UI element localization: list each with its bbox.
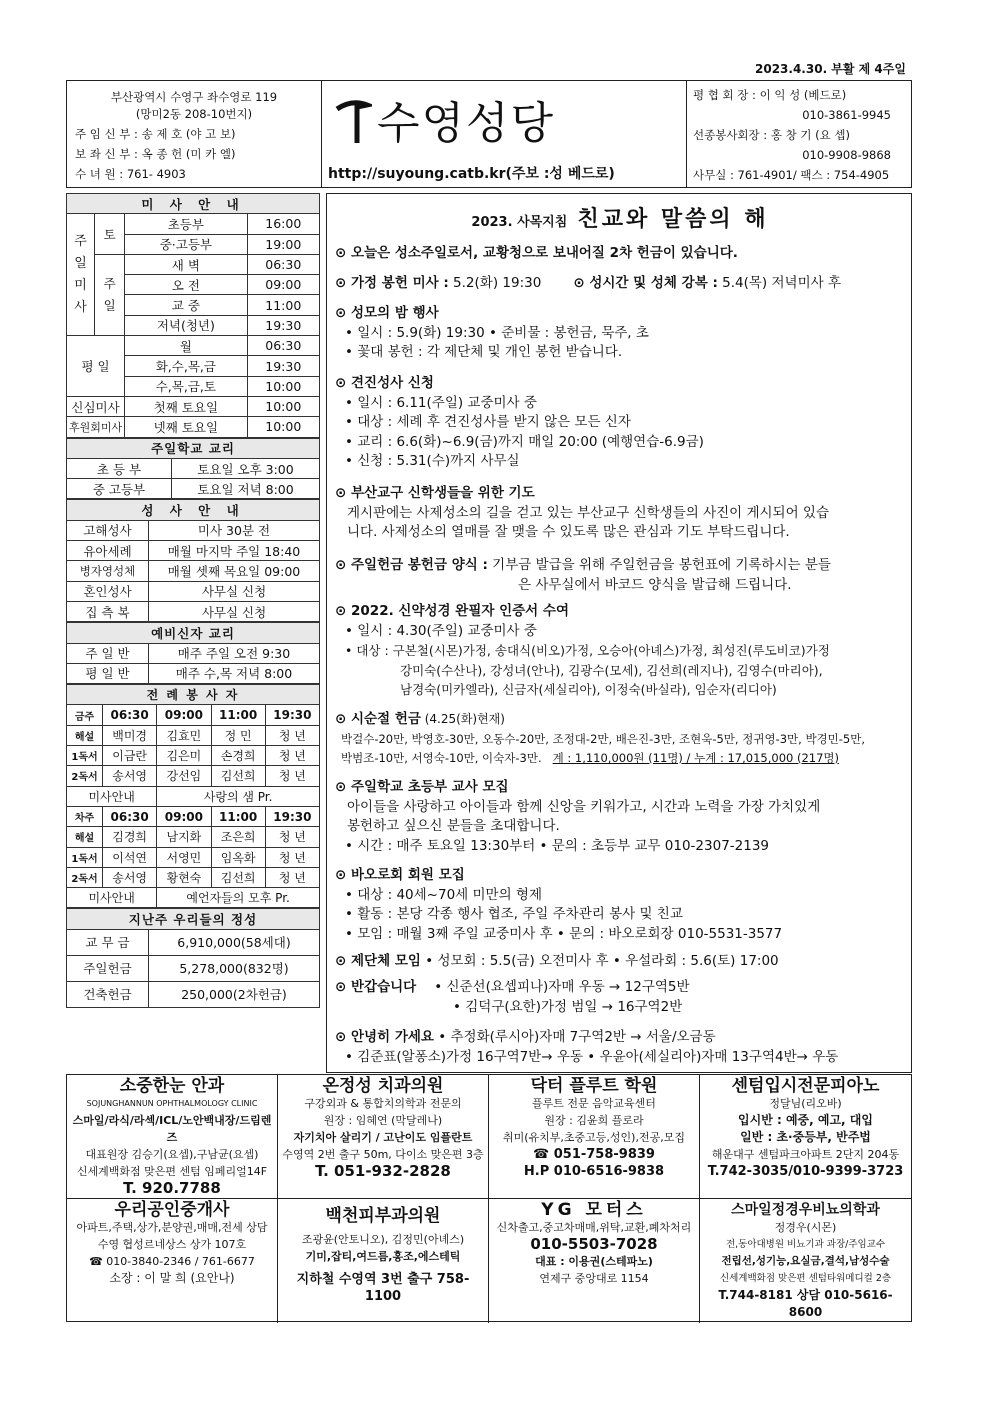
servers_next-rows-0-1: 김경희 [103, 827, 157, 847]
ads-4-t: 우리공인중개사 [114, 1200, 230, 1220]
catechumen-0-0: 주 일 반 [67, 643, 149, 663]
notices-n12b: • 김덕구(요한)가정 범일 → 16구역2반 [453, 998, 683, 1015]
notices-n5h: ⊙ 부산교구 신학생들을 위한 기도 [335, 485, 535, 501]
address-detail: (망미2동 208-10번지) [135, 107, 253, 121]
ads-5-l-0: 조광윤(안토니오), 김정민(아녜스) [301, 1233, 465, 1246]
notices-n12h: ⊙ 반갑습니다 [335, 979, 417, 995]
servers_this-intent: 사랑의 샘 Pr. [157, 786, 320, 806]
mass_rows-6-0: 평 일 [67, 336, 125, 397]
sacraments-0-0: 고해성사 [67, 520, 149, 540]
notices-panel [326, 193, 912, 1073]
mass_rows-4-2: 교 중 [125, 295, 247, 315]
mass_rows-5-3: 19:30 [247, 315, 319, 335]
service-president: 선종봉사회장 : 홍 창 기 (요 셉) [693, 128, 850, 142]
sacraments-2-0: 병자영성체 [67, 561, 149, 581]
ads-6-l-0: 신차출고,중고차매매,위탁,교환,폐차처리 [496, 1221, 692, 1234]
servers_this-rows-2-0: 2독서 [67, 766, 103, 786]
parish-logo-icon [332, 91, 372, 146]
ads-7-l-0: 정경우(시몬) [774, 1221, 837, 1234]
offerings-2-0: 건축헌금 [67, 981, 149, 1007]
notices-n11a: • 성모회 : 5.5(금) 오전미사 후 • 우설라회 : 5.6(토) 17:00 [420, 953, 779, 969]
mass_rows-7-2: 화,수,목,금 [125, 356, 247, 376]
notices-n13h: ⊙ 안녕히 가세요 [335, 1029, 434, 1045]
offerings-0-1: 6,910,000(58세대) [149, 929, 320, 955]
ad-real-estate[interactable] [67, 1199, 278, 1323]
servers_next-intent: 예언자들의 모후 Pr. [157, 888, 320, 908]
parish-info [67, 81, 322, 187]
sacraments-3-1: 사무실 신청 [149, 581, 320, 601]
servers_this-rows-2-2: 강선임 [157, 766, 211, 786]
mass_rows-10-2: 넷째 토요일 [125, 417, 247, 437]
mass_rows-5-2: 저녁(청년) [125, 315, 247, 335]
ads-2-t: 닥터 플루트 학원 [530, 1076, 658, 1096]
servers_next-rows-0-2: 남지화 [157, 827, 211, 847]
ads-1-l-2: 자기치아 살리기 / 고난이도 임플란트 [293, 1131, 473, 1144]
servers_next-rows-0-4: 청 년 [265, 827, 319, 847]
servers_this-rows-0-2: 김효민 [157, 725, 211, 745]
ad-flute-academy[interactable] [489, 1075, 700, 1199]
notices-n5a: 게시판에는 사제성소의 길을 걷고 있는 부산교구 신학생들의 사진이 게시되어 있습 [347, 504, 830, 521]
ads-0-l-0: SOJUNGHANNUN OPHTHALMOLOGY CLINIC [86, 1099, 258, 1108]
sunday_school-0-0: 초 등 부 [67, 458, 172, 478]
ads-2-p: H.P 010-6516-9838 [523, 1164, 665, 1179]
mass_rows-7-3: 19:30 [247, 356, 319, 376]
mass_rows-10-3: 10:00 [247, 417, 319, 437]
notices-n4c: • 교리 : 6.6(화)~6.9(금)까지 매일 20:00 (예행연습-6.9금) [345, 433, 704, 450]
ad-motors[interactable] [489, 1199, 700, 1323]
ads-3-l-3: 해운대구 센텀파크아파트 2단지 204동 [711, 1148, 900, 1161]
mass_rows-9-2: 첫째 토요일 [125, 396, 247, 416]
servers_next-head-3: 11:00 [211, 806, 265, 826]
catechumen_title: 예비신자 교리 [67, 623, 320, 643]
ads-2-l-0: 플루트 전문 음악교육센터 [532, 1097, 656, 1110]
contacts [687, 81, 911, 187]
sacrament-table [66, 499, 320, 622]
office-contact: 사무실 : 761-4901/ 팩스 : 754-4905 [693, 168, 890, 182]
masthead [66, 80, 912, 188]
sacrament_title: 성 사 안 내 [67, 500, 320, 520]
notices-n10b: • 활동 : 본당 각종 행사 협조, 주일 주차관리 봉사 및 친교 [345, 906, 683, 922]
mass_rows-1-2: 중·고등부 [125, 234, 247, 254]
service-phone: 010-9908-9868 [802, 148, 891, 162]
notices-n12a: • 신준선(요셉피나)자매 우동 → 12구역5반 [434, 979, 690, 995]
ads-1-t: 온정성 치과의원 [322, 1076, 444, 1096]
servers_next-rows-2-3: 김선희 [211, 867, 265, 887]
servers_this-rows-2-3: 김선희 [211, 766, 265, 786]
schedule-column [66, 193, 320, 1008]
ads-7-t: 스마일정경우비뇨의학과 [731, 1202, 880, 1218]
pastor: 주 임 신 부 : 송 제 호 (야 고 보) [75, 127, 236, 141]
mass_rows-0-2: 초등부 [125, 214, 247, 234]
mass_rows-6-3: 06:30 [247, 336, 319, 356]
offering_title: 지난주 우리들의 정성 [67, 909, 320, 929]
sunday_school-1-0: 중 고등부 [67, 479, 172, 499]
notices-n7d: 남경숙(미카엘라), 신금자(세실리아), 이정숙(바실라), 임순자(리디아) [400, 682, 777, 697]
address: 부산광역시 수영구 좌수영로 119 [110, 90, 278, 104]
notices-n8c: 계 : 1,110,000원 (11명) / 누계 : 17,015,000 (217명) [552, 751, 840, 765]
ads-4-l-0: 아파트,주택,상가,분양권,매매,전세 상담 [76, 1221, 268, 1234]
offerings-0-0: 교 무 금 [67, 929, 149, 955]
servers_this-rows-1-0: 1독서 [67, 746, 103, 766]
ads-7-l-2: 전립선,성기능,요실금,결석,남성수술 [721, 1255, 890, 1267]
ads-5-p: 지하철 수영역 3번 출구 758-1100 [296, 1272, 470, 1304]
ad-eye-clinic[interactable] [67, 1075, 278, 1199]
notices-n8a: 박걸수-20만, 박영호-30만, 오동수-20만, 조정대-2만, 배은진-3만, 조현욱-5만, 정귀영-3만, 박경민-5만, [341, 731, 865, 746]
ads-3-l-2: 일반 : 초·중등부, 반주법 [740, 1130, 871, 1144]
servers_next-rows-2-4: 청 년 [265, 867, 319, 887]
servers_next-head-4: 19:30 [265, 806, 319, 826]
ads-2-l-3: ☎ 051-758-9839 [533, 1147, 655, 1162]
mass_rows-4-3: 11:00 [247, 295, 319, 315]
notices-n2a: ⊙ 가정 봉헌 미사 : [335, 275, 449, 291]
servers_this-head-4: 19:30 [265, 705, 319, 725]
sunday_school-1-1: 토요일 저녁 8:00 [172, 479, 320, 499]
notices-n13b: • 김준표(알퐁소)가정 16구역7반→ 우동 • 우윤아(세실리아)자매 13구역4반→ 우동 [345, 1048, 839, 1065]
notices-n8h: ⊙ 시순절 헌금 [335, 711, 421, 727]
notices-n9c: • 시간 : 매주 토요일 13:30부터 • 문의 : 초등부 교무 010-2307-2139 [345, 837, 770, 854]
notices-n4h: ⊙ 견진성사 신청 [335, 375, 434, 391]
sacraments-1-1: 매월 마지막 주일 18:40 [149, 541, 320, 561]
servers_next-rows-1-0: 1독서 [67, 847, 103, 867]
offerings-2-1: 250,000(2차헌금) [149, 981, 320, 1007]
notices-n5b: 니다. 사제성소의 열매를 잘 맺을 수 있도록 많은 관심과 기도 부탁드립니다. [347, 524, 790, 540]
ad-dental-clinic[interactable] [278, 1075, 489, 1199]
advertisements [66, 1074, 912, 1322]
servers_next-rows-0-3: 조은희 [211, 827, 265, 847]
servers_next-rows-1-1: 이석연 [103, 847, 157, 867]
servers_this-rows-0-4: 청 년 [265, 725, 319, 745]
mass_rows-8-2: 수,목,금,토 [125, 376, 247, 396]
notices-n10c: • 모임 : 매월 3째 주일 교중미사 후 • 문의 : 바오로회장 010-5531-3577 [345, 925, 783, 942]
notices-n11h: ⊙ 제단체 모임 [335, 953, 421, 969]
logo-area [322, 81, 687, 187]
ads-0-l-2: 대표원장 김승기(요셉),구남균(요셉) [85, 1148, 259, 1161]
notices-n7h: ⊙ 2022. 신약성경 완필자 인증서 수여 [335, 603, 570, 619]
servers_next-rows-1-2: 서영민 [157, 847, 211, 867]
notices-n3h: ⊙ 성모의 밤 행사 [335, 305, 439, 321]
sunday_school_title: 주일학교 교리 [67, 438, 320, 458]
notices-n2d: 5.4(목) 저녁미사 후 [717, 275, 841, 291]
servers_this-rows-1-4: 청 년 [265, 746, 319, 766]
ads-6-l-2: 대표 : 이용권(스테파노) [535, 1255, 653, 1268]
ads-1-l-1: 원장 : 임혜연 (막달레나) [323, 1114, 443, 1127]
notices-n8b: 박범조-10만, 서영숙-10만, 이숙자-3만. [341, 751, 542, 765]
servers-table [66, 684, 320, 908]
ads-7-l-3: 신세계백화점 맞은편 센텀타워메디컬 2층 [719, 1273, 892, 1284]
ads-3-p: T.742-3035/010-9399-3723 [707, 1164, 904, 1179]
mass-table: 미 사 안 내 주 일 미 사 토 초등부 16:00 중·고등부 19:00 주 일 새 벽 06:30 오 전 09:00 교 중 11:00 저녁(청년) 19:30 평 일 월 06:30 화,수,목,금 19:30 수,목,금,토 10:00 신심미사 첫째 토요일 10:00 후원회미사 넷째 토요일 10:00 [66, 193, 320, 438]
notices-n7a: • 일시 : 4.30(주일) 교중미사 중 [345, 622, 537, 639]
sacraments-4-0: 집 측 복 [67, 601, 149, 621]
main_title: 친교와 말씀의 해 [577, 207, 769, 232]
mass_rows-3-2: 오 전 [125, 275, 247, 295]
sacraments-4-1: 사무실 신청 [149, 601, 320, 621]
servers_title: 전 례 봉 사 자 [67, 685, 320, 705]
servers_next-rows-0-0: 해설 [67, 827, 103, 847]
servers_next-rows-2-0: 2독서 [67, 867, 103, 887]
ads-7-l-1: 전,동아대병원 비뇨기과 과장/주임교수 [725, 1239, 886, 1250]
notices-n13a: • 추정화(루시아)자매 7구역2반 → 서울/오금동 [433, 1029, 716, 1045]
mass_rows-2-2: 새 벽 [125, 254, 247, 274]
notices-n10h: ⊙ 바오로회 회원 모집 [335, 867, 465, 883]
ads-1-p: T. 051-932-2828 [315, 1162, 451, 1180]
servers_this-rows-0-3: 정 민 [211, 725, 265, 745]
notices-n9a: 아이들을 사랑하고 아이들과 함께 신앙을 키워가고, 시간과 노력을 가장 가치있게 [347, 798, 821, 815]
servers_this-head-2: 09:00 [157, 705, 211, 725]
catechumen-1-0: 평 일 반 [67, 663, 149, 683]
servers_next-intent_label: 미사안내 [67, 888, 157, 908]
servers_this-head-3: 11:00 [211, 705, 265, 725]
notices-n3b: • 꽃대 봉헌 : 각 제단체 및 개인 봉헌 받습니다. [345, 344, 623, 360]
catechumen-table [66, 622, 320, 684]
ads-0-l-3: 신세계백화점 맞은편 센텀 임페리얼14F [76, 1165, 268, 1178]
servers_next-rows-2-2: 황현숙 [157, 867, 211, 887]
servers_this-rows-0-1: 백미경 [103, 725, 157, 745]
ads-3-l-1: 입시반 : 예중, 예고, 대입 [738, 1113, 873, 1127]
ads-4-l-2: ☎ 010-3840-2346 / 761-6677 [89, 1255, 255, 1268]
mass-title: 미 사 안 내 [67, 194, 320, 214]
sacraments-0-1: 미사 30분 전 [149, 520, 320, 540]
ads-4-l-1: 수영 협성르네상스 상가 107호 [97, 1238, 247, 1251]
notices-n10a: • 대상 : 40세~70세 미만의 형제 [345, 886, 543, 903]
assistant-priest: 보 좌 신 부 : 옥 종 헌 (미 카 엘) [75, 147, 236, 161]
main_title_small: 2023. 사목지침 [471, 215, 568, 230]
notices-n7b: • 대상 : 구본철(시몬)가정, 송대식(비오)가정, 오승아(아녜스)가정, 최성진(루도비코)가정 [345, 643, 830, 658]
sacraments-1-0: 유아세례 [67, 541, 149, 561]
servers_this-rows-2-1: 송서영 [103, 766, 157, 786]
servers_this-rows-2-4: 청 년 [265, 766, 319, 786]
ads-5-l-1: 기미,잡티,여드름,홍조,에스테틱 [305, 1250, 461, 1263]
sacraments-2-1: 매월 셋째 목요일 09:00 [149, 561, 320, 581]
offerings-1-1: 5,278,000(832명) [149, 955, 320, 981]
catechumen-0-1: 매주 주일 오전 9:30 [149, 643, 320, 663]
sunday_school-0-1: 토요일 오후 3:00 [172, 458, 320, 478]
notices-n6h: ⊙ 주일헌금 봉헌금 양식 : [335, 557, 488, 573]
notices-n4d: • 신청 : 5.31(수)까지 사무실 [345, 453, 520, 469]
servers_this-head-1: 06:30 [103, 705, 157, 725]
servers_this-rows-1-3: 손경희 [211, 746, 265, 766]
servers_this-head-0: 금주 [67, 705, 103, 725]
ads-0-p: T. 920.7788 [123, 1179, 221, 1197]
notices-n9h: ⊙ 주일학교 초등부 교사 모집 [335, 779, 509, 795]
parish-name: 수영성당 [377, 98, 556, 149]
notices-n2c: ⊙ 성시간 및 성체 강복 : [573, 275, 718, 291]
servers_this-rows-0-0: 해설 [67, 725, 103, 745]
ads-5-t: 백천피부과의원 [325, 1206, 441, 1226]
notices-n8s: (4.25(화)현재) [420, 712, 505, 726]
ads-0-l-1: 스마일/라식/라섹/ICL/노안백내장/드림렌즈 [72, 1114, 272, 1144]
servers_this-rows-1-1: 이금란 [103, 746, 157, 766]
sacraments-3-0: 혼인성사 [67, 581, 149, 601]
ads-0-t: 소중한눈 안과 [119, 1076, 225, 1096]
servers_next-rows-1-4: 청 년 [265, 847, 319, 867]
notices-n6a: 기부금 발급을 위해 주일헌금을 봉헌표에 기록하시는 분들 [487, 557, 831, 573]
servers_next-head-0: 차주 [67, 806, 103, 826]
convent: 수 녀 원 : 761- 4903 [75, 167, 186, 181]
council-phone: 010-3861-9945 [802, 108, 891, 122]
servers_next-head-2: 09:00 [157, 806, 211, 826]
ads-1-l-3: 수영역 2번 출구 50m, 다이소 맞은편 3층 [282, 1148, 484, 1161]
mass_rows-9-0: 신심미사 [67, 396, 125, 416]
ads-2-l-1: 원장 : 김윤희 플로라 [544, 1114, 644, 1127]
servers_this-intent_label: 미사안내 [67, 786, 157, 806]
issue-date: 2023.4.30. 부활 제 4주일 [755, 62, 906, 76]
ad-piano-academy[interactable] [700, 1075, 911, 1199]
notices-n4a: • 일시 : 6.11(주일) 교중미사 중 [345, 394, 537, 411]
notices-n9b: 봉헌하고 싶으신 분들을 초대합니다. [347, 818, 560, 834]
council-president: 평 협 회 장 : 이 익 성 (베드로) [693, 88, 847, 102]
ads-6-t: YG 모터스 [541, 1200, 647, 1220]
ads-2-l-2: 취미(유치부,초중고등,성인),전공,모집 [503, 1131, 685, 1144]
servers_next-rows-2-1: 송서영 [103, 867, 157, 887]
mass_rows-9-3: 10:00 [247, 396, 319, 416]
ad-dermatology[interactable] [278, 1199, 489, 1323]
catechumen-1-1: 매주 수,목 저녁 8:00 [149, 663, 320, 683]
mass_rows-2-3: 06:30 [247, 254, 319, 274]
ads-3-l-0: 정달님(리오바) [769, 1097, 842, 1110]
website-url[interactable]: http://suyoung.catb.kr(주보 :성 베드로) [328, 166, 615, 182]
offerings-1-0: 주일헌금 [67, 955, 149, 981]
offering-table [66, 908, 320, 1007]
mass_rows-0-3: 16:00 [247, 214, 319, 234]
ads-7-p: T.744-8181 상담 010-5616-8600 [718, 1288, 893, 1319]
ads-4-p: 소장 : 이 말 희 (요안나) [109, 1271, 235, 1285]
pastoral-theme [327, 202, 913, 233]
mass_rows-8-3: 10:00 [247, 376, 319, 396]
ad-urology[interactable] [700, 1199, 911, 1323]
notices-n6b: 은 사무실에서 바코드 양식을 발급해 드립니다. [518, 576, 792, 593]
sunday-school-table [66, 438, 320, 500]
notices-n7c: 강미숙(수산나), 강성녀(안나), 김광수(모세), 김선희(레지나), 김영수(마리아), [400, 662, 823, 678]
notices-n3a: • 일시 : 5.9(화) 19:30 • 준비물 : 봉헌금, 묵주, 초 [345, 324, 649, 341]
notices-n1: ⊙ 오늘은 성소주일로서, 교황청으로 보내어질 2차 헌금이 있습니다. [335, 245, 738, 261]
servers_next-rows-1-3: 임옥화 [211, 847, 265, 867]
servers_next-head-1: 06:30 [103, 806, 157, 826]
ads-6-l-1: 010-5503-7028 [530, 1235, 658, 1253]
notices-n4b: • 대상 : 세례 후 견진성사를 받지 않은 모든 신자 [345, 414, 631, 430]
ads-6-p: 연제구 중앙대로 1154 [539, 1272, 649, 1285]
ads-1-l-0: 구강외과 & 통합치의학과 전문의 [304, 1097, 462, 1110]
mass_rows-3-3: 09:00 [247, 275, 319, 295]
mass_rows-1-3: 19:00 [247, 234, 319, 254]
mass_rows-6-2: 월 [125, 336, 247, 356]
notices-n2b: 5.2(화) 19:30 [448, 275, 542, 291]
servers_this-rows-1-2: 김은미 [157, 746, 211, 766]
ads-3-t: 센텀입시전문피아노 [731, 1076, 880, 1096]
mass_rows-10-0: 후원회미사 [67, 417, 125, 437]
